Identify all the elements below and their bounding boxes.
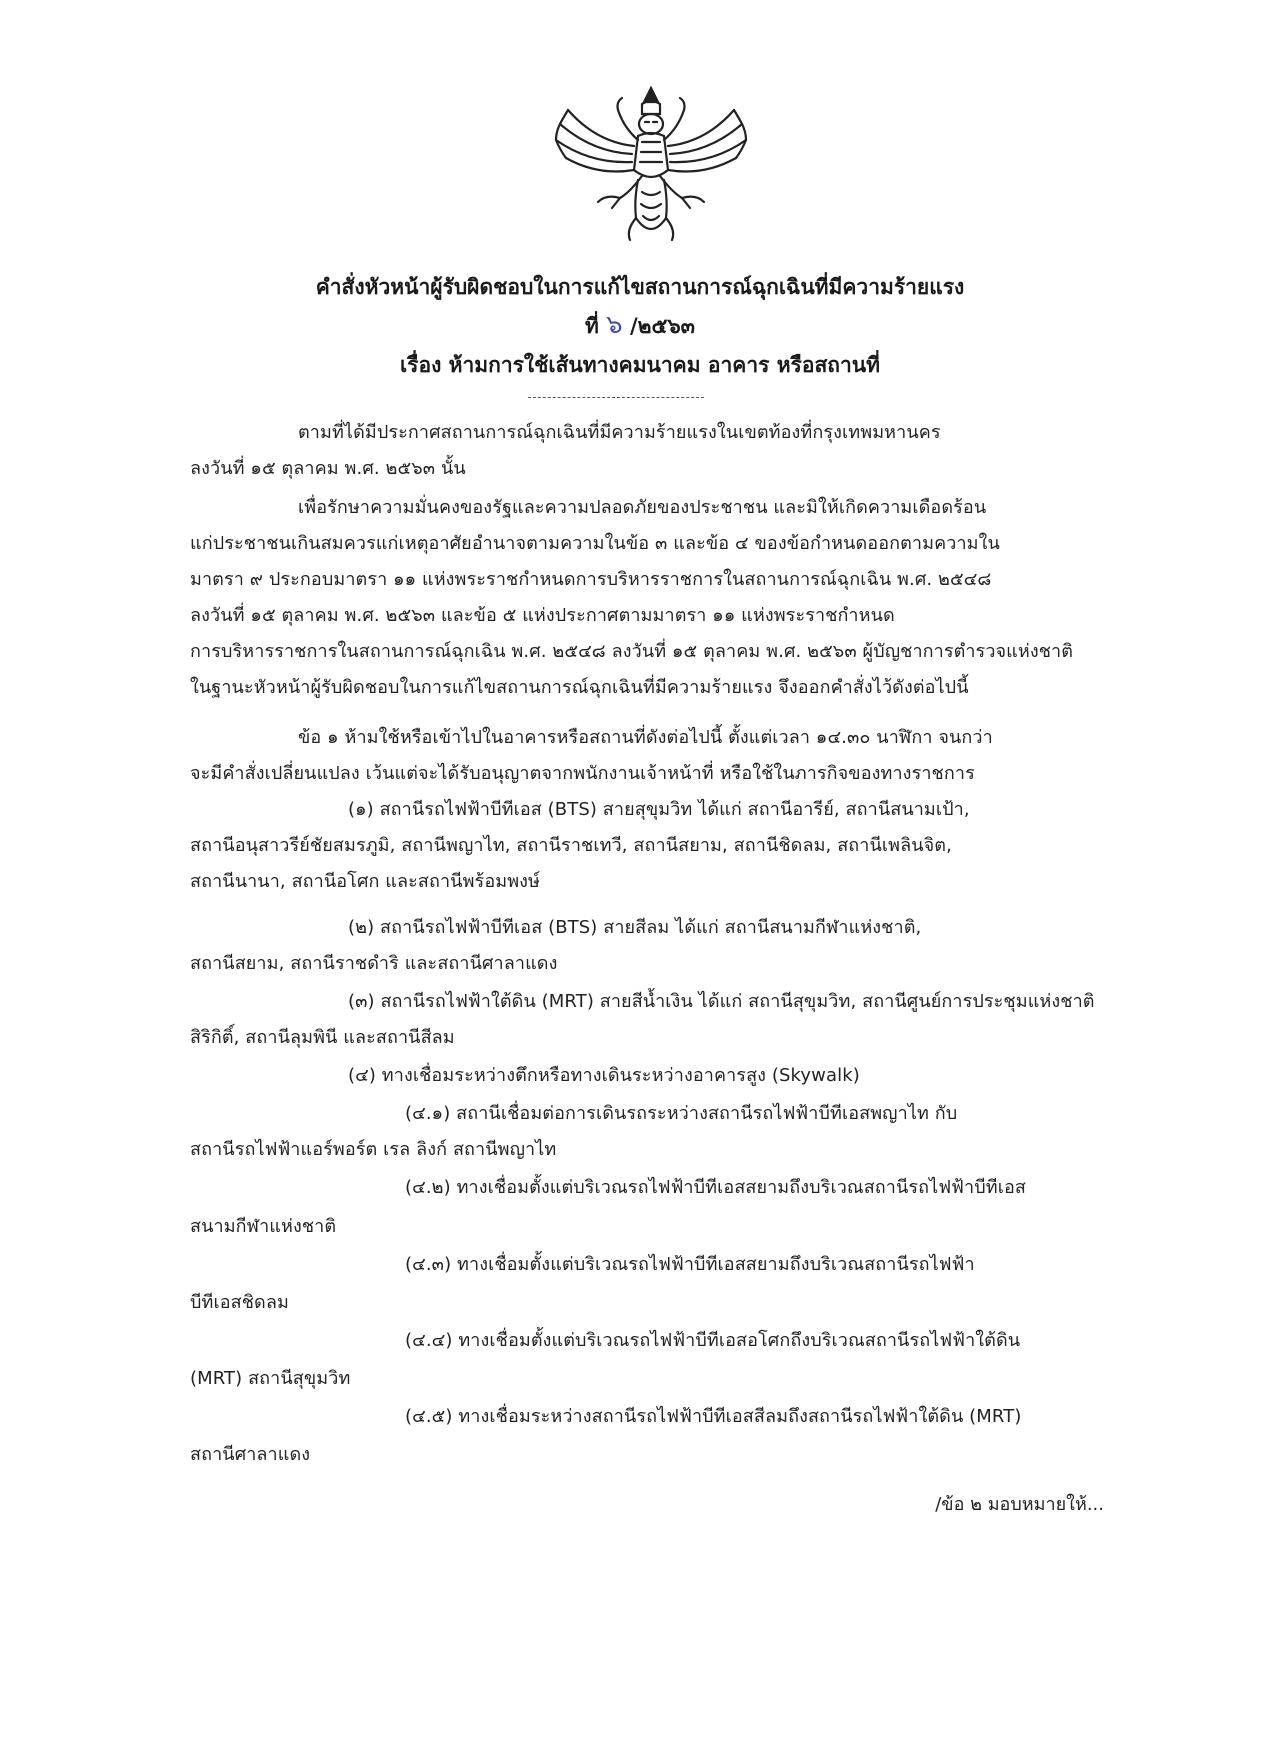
item-3-line: (๓) สถานีรถไฟฟ้าใต้ดิน (MRT) สายสีน้ำเงิน ได้แก่ สถานีสุขุมวิท, สถานีศูนย์การประชุมแห่งชาติ <box>348 991 1095 1012</box>
item-4-1-line: สถานีรถไฟฟ้าแอร์พอร์ต เรล ลิงก์ สถานีพญาไท <box>190 1139 557 1160</box>
body-line: ในฐานะหัวหน้าผู้รับผิดชอบในการแก้ไขสถานการณ์ฉุกเฉินที่มีความร้ายแรง จึงออกคำสั่งไว้ดังต่อไปนี้ <box>190 677 969 698</box>
document-subject: เรื่อง ห้ามการใช้เส้นทางคมนาคม อาคาร หรือสถานที่ <box>400 353 880 377</box>
body-line: ลงวันที่ ๑๕ ตุลาคม พ.ศ. ๒๕๖๓ และข้อ ๕ แห่งประกาศตามมาตรา ๑๑ แห่งพระราชกำหนด <box>190 605 895 626</box>
item-1-line: สถานีอนุสาวรีย์ชัยสมรภูมิ, สถานีพญาไท, สถานีราชเทวี, สถานีสยาม, สถานีชิดลม, สถานีเพลินจิต, <box>190 835 952 856</box>
continuation-note: /ข้อ ๒ มอบหมายให้... <box>935 1494 1104 1515</box>
document-title: คำสั่งหัวหน้าผู้รับผิดชอบในการแก้ไขสถานการณ์ฉุกเฉินที่มีความร้ายแรง <box>315 275 965 299</box>
item-4-4-line: (MRT) สถานีสุขุมวิท <box>190 1368 351 1389</box>
body-line: แก่ประชาชนเกินสมควรแก่เหตุอาศัยอำนาจตามความในข้อ ๓ และข้อ ๔ ของข้อกำหนดออกตามความใน <box>190 533 1000 554</box>
item-2-line: สถานีสยาม, สถานีราชดำริ และสถานีศาลาแดง <box>190 953 558 974</box>
item-2-line: (๒) สถานีรถไฟฟ้าบีทีเอส (BTS) สายสีลม ได้แก่ สถานีสนามกีฬาแห่งชาติ, <box>348 917 922 938</box>
body-line: ตามที่ได้มีประกาศสถานการณ์ฉุกเฉินที่มีความร้ายแรงในเขตท้องที่กรุงเทพมหานคร <box>298 422 941 443</box>
header-divider <box>528 397 704 398</box>
item-4-2-line: สนามกีฬาแห่งชาติ <box>190 1216 337 1237</box>
body-line: เพื่อรักษาความมั่นคงของรัฐและความปลอดภัยของประชาชน และมิให้เกิดความเดือดร้อน <box>298 497 987 518</box>
body-line: มาตรา ๙ ประกอบมาตรา ๑๑ แห่งพระราชกำหนดการบริหารราชการในสถานการณ์ฉุกเฉิน พ.ศ. ๒๕๔๘ <box>190 569 992 590</box>
item-1-line: (๑) สถานีรถไฟฟ้าบีทีเอส (BTS) สายสุขุมวิท ได้แก่ สถานีอารีย์, สถานีสนามเป้า, <box>348 799 970 820</box>
item-4-3-line: (๔.๓) ทางเชื่อมตั้งแต่บริเวณรถไฟฟ้าบีทีเอสสยามถึงบริเวณสถานีรถไฟฟ้า <box>405 1254 975 1275</box>
item-4-5-line: สถานีศาลาแดง <box>190 1444 311 1465</box>
item-1-line: สถานีนานา, สถานีอโศก และสถานีพร้อมพงษ์ <box>190 871 541 892</box>
item-4-2-line: (๔.๒) ทางเชื่อมตั้งแต่บริเวณรถไฟฟ้าบีทีเอสสยามถึงบริเวณสถานีรถไฟฟ้าบีทีเอส <box>405 1177 1026 1198</box>
item-3-line: สิริกิติ์, สถานีลุมพินี และสถานีสีลม <box>190 1027 455 1048</box>
clause-1-line: จะมีคำสั่งเปลี่ยนแปลง เว้นแต่จะได้รับอนุญาตจากพนักงานเจ้าหน้าที่ หรือใช้ในภารกิจของทางราชการ <box>190 763 975 784</box>
item-4-5-line: (๔.๕) ทางเชื่อมระหว่างสถานีรถไฟฟ้าบีทีเอสสีลมถึงสถานีรถไฟฟ้าใต้ดิน (MRT) <box>405 1406 1022 1427</box>
item-4-1-line: (๔.๑) สถานีเชื่อมต่อการเดินรถระหว่างสถานีรถไฟฟ้าบีทีเอสพญาไท กับ <box>405 1103 958 1124</box>
body-line: ลงวันที่ ๑๕ ตุลาคม พ.ศ. ๒๕๖๓ นั้น <box>190 458 466 479</box>
document-number <box>0 310 1280 341</box>
clause-1-line: ข้อ ๑ ห้ามใช้หรือเข้าไปในอาคารหรือสถานที่ดังต่อไปนี้ ตั้งแต่เวลา ๑๔.๓๐ นาฬิกา จนกว่า <box>298 727 993 748</box>
number-suffix: /๒๕๖๓ <box>629 314 696 338</box>
item-4-line: (๔) ทางเชื่อมระหว่างตึกหรือทางเดินระหว่างอาคารสูง (Skywalk) <box>348 1065 860 1086</box>
garuda-emblem-icon <box>546 80 756 250</box>
item-4-4-line: (๔.๔) ทางเชื่อมตั้งแต่บริเวณรถไฟฟ้าบีทีเอสอโศกถึงบริเวณสถานีรถไฟฟ้าใต้ดิน <box>405 1330 1021 1351</box>
body-line: การบริหารราชการในสถานการณ์ฉุกเฉิน พ.ศ. ๒๕๔๘ ลงวันที่ ๑๕ ตุลาคม พ.ศ. ๒๕๖๓ ผู้บัญชาการตำรวจแห่งชาติ <box>190 641 1074 662</box>
number-prefix: ที่ <box>584 314 599 338</box>
item-4-3-line: บีทีเอสชิดลม <box>190 1292 289 1313</box>
number-handwritten: ๖ <box>606 310 623 340</box>
